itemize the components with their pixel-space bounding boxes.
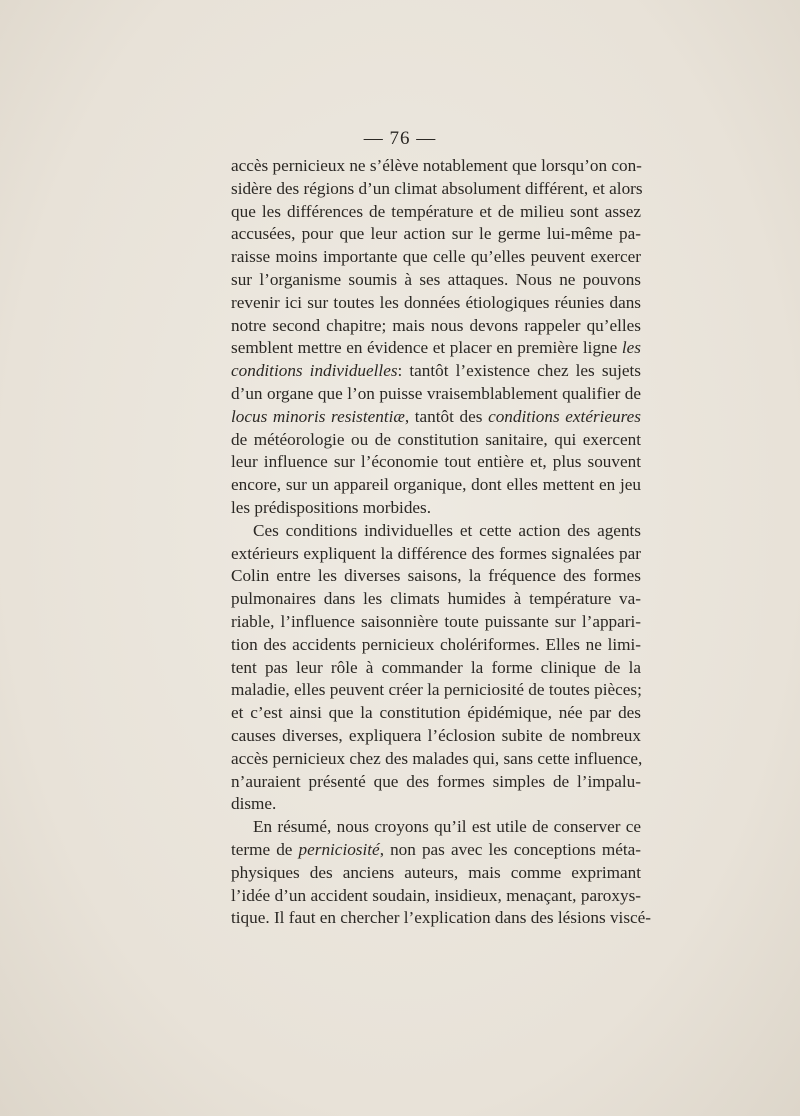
text-segment: accusées, pour que leur action sur le germe lui-même pa- (231, 224, 641, 244)
text-segment: raisse moins importante que celle qu’elles peuvent exercer (231, 247, 641, 267)
text-line (231, 292, 641, 315)
text-segment: physiques des anciens auteurs, mais comme exprimant (231, 862, 641, 882)
text-line (231, 429, 641, 452)
text-segment: de météorologie ou de constitution sanitaire, qui exercent (231, 429, 641, 449)
text-line (231, 748, 641, 771)
text-segment: d’un organe que l’on puisse vraisemblablement qualifier de (231, 383, 641, 403)
text-line (231, 337, 641, 360)
text-line (231, 839, 641, 862)
text-line (231, 497, 641, 520)
text-line (231, 702, 641, 725)
text-line (231, 223, 641, 246)
text-segment: En résumé, nous croyons qu’il est utile de conserver ce (253, 817, 641, 837)
paragraph (231, 816, 651, 930)
text-segment: sidère des régions d’un climat absolument différent, et alors (231, 178, 643, 198)
text-line (231, 816, 641, 839)
text-segment: extérieurs expliquent la différence des formes signalées par (231, 543, 641, 563)
text-line (231, 269, 641, 292)
text-line (231, 406, 641, 429)
page-number: — 76 — (363, 128, 437, 149)
text-segment: tion des accidents pernicieux cholériformes. Elles ne limi- (231, 634, 641, 654)
text-segment: que les différences de température et de milieu sont assez (231, 201, 641, 221)
text-line (231, 862, 641, 885)
text-line (231, 679, 641, 702)
italic-text: conditions individuelles (231, 361, 398, 381)
paragraph (231, 155, 641, 520)
text-segment: , tantôt des (404, 406, 489, 426)
text-line (231, 543, 641, 566)
text-segment: Ces conditions individuelles et cette action des agents (253, 520, 641, 540)
text-segment: leur influence sur l’économie tout entière et, plus souvent (231, 452, 641, 472)
text-line (231, 201, 641, 224)
text-line (231, 246, 641, 269)
text-line (231, 907, 651, 930)
text-segment: : tantôt l’existence chez les sujets (397, 361, 641, 381)
text-line (231, 315, 641, 338)
text-segment: encore, sur un appareil organique, dont elles mettent en jeu (231, 475, 641, 495)
text-segment: notre second chapitre; mais nous devons rappeler qu’elles (231, 315, 641, 335)
text-line (231, 383, 641, 406)
italic-text: conditions extérieures (488, 406, 641, 426)
text-segment: maladie, elles peuvent créer la perniciosité de toutes pièces; (231, 680, 642, 700)
text-line (231, 155, 641, 178)
text-line (231, 451, 641, 474)
text-line (231, 634, 641, 657)
text-segment: et c’est ainsi que la constitution épidémique, née par des (231, 703, 641, 723)
text-segment: n’auraient présenté que des formes simples de l’impalu- (231, 771, 641, 791)
text-segment: sur l’organisme soumis à ses attaques. Nous ne pouvons (231, 269, 641, 289)
text-line (231, 657, 641, 680)
text-segment: revenir ici sur toutes les données étiologiques réunies dans (231, 292, 641, 312)
text-segment: accès pernicieux chez des malades qui, sans cette influence, (231, 748, 643, 768)
text-segment: l’idée d’un accident soudain, insidieux, menaçant, paroxys- (231, 885, 641, 905)
text-line (231, 725, 641, 748)
text-segment: disme. (231, 794, 277, 814)
text-segment: les prédispositions morbides. (231, 497, 432, 517)
text-line (231, 588, 641, 611)
text-segment: , non pas avec les conceptions méta- (379, 839, 641, 859)
text-line (231, 178, 641, 201)
text-segment: semblent mettre en évidence et placer en première ligne (231, 338, 622, 358)
text-segment: tique. Il faut en chercher l’explication dans des lésions viscé- (231, 908, 651, 928)
text-segment: causes diverses, expliquera l’éclosion subite de nombreux (231, 725, 641, 745)
paragraph (231, 520, 641, 816)
italic-text: les (621, 338, 641, 358)
text-line (231, 520, 641, 543)
text-line (231, 565, 641, 588)
text-segment: terme de (231, 839, 299, 859)
italic-text: locus minoris resistentiæ (231, 406, 405, 426)
text-segment: Colin entre les diverses saisons, la fréquence des formes (231, 566, 641, 586)
text-line (231, 771, 641, 794)
text-segment: tent pas leur rôle à commander la forme clinique de la (231, 657, 641, 677)
text-line (231, 885, 641, 908)
italic-text: perniciosité (298, 839, 380, 859)
text-line (231, 611, 641, 634)
text-segment: riable, l’influence saisonnière toute puissante sur l’appari- (231, 611, 641, 631)
text-segment: accès pernicieux ne s’élève notablement que lorsqu’on con- (231, 156, 642, 175)
text-line (231, 474, 641, 497)
text-line (231, 360, 641, 383)
body-text (231, 155, 651, 930)
text-segment: pulmonaires dans les climats humides à température va- (231, 589, 641, 609)
text-line (231, 793, 641, 816)
